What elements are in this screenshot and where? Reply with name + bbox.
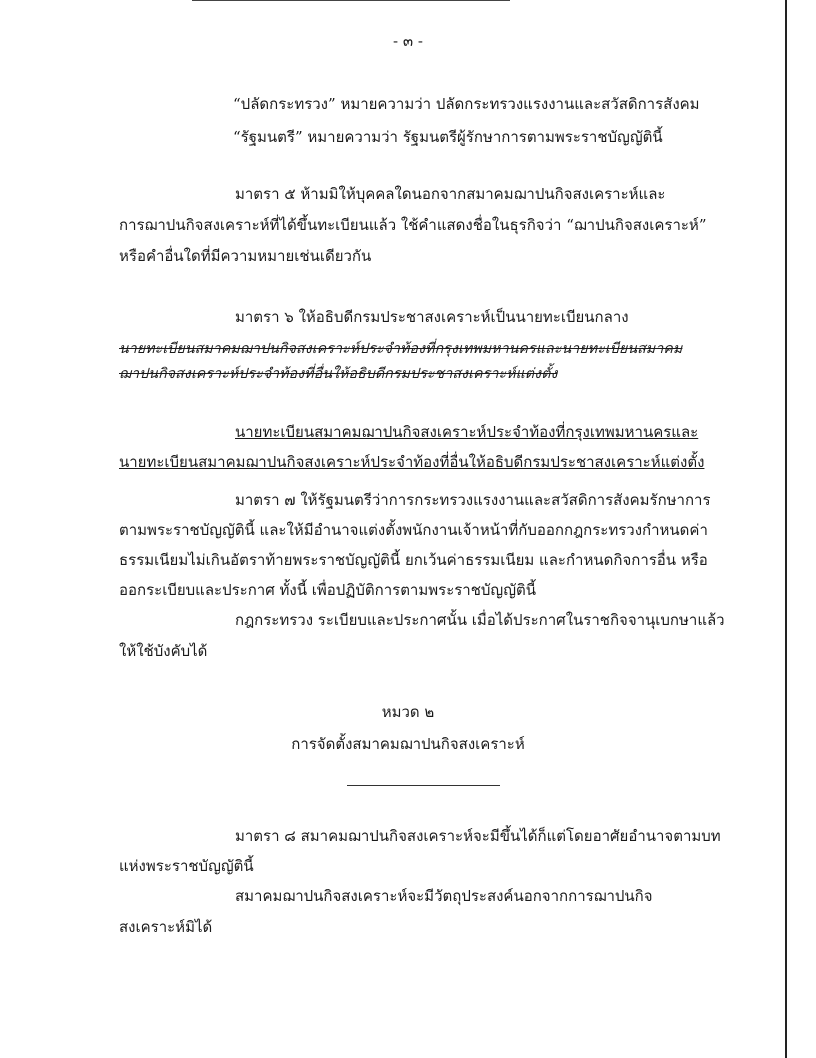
section7-line5: กฎกระทรวง ระเบียบและประกาศนั้น เมื่อได้ประกาศในราชกิจจานุเบกษาแล้ว [235,611,725,629]
section8-line2: แห่งพระราชบัญญัตินี้ [119,857,254,875]
section6-amended-line2: นายทะเบียนสมาคมฌาปนกิจสงเคราะห์ประจำท้องที่อื่นให้อธิบดีกรมประชาสงเคราะห์แต่งตั้ง [119,453,705,471]
definition-minister: “รัฐมนตรี” หมายความว่า รัฐมนตรีผู้รักษาการตามพระราชบัญญัตินี้ [233,128,663,146]
chapter-title: การจัดตั้งสมาคมฌาปนกิจสงเคราะห์ [291,735,525,753]
chapter-separator [347,785,500,786]
page-number: - ๓ - [393,32,423,50]
section8-line1: มาตรา ๘ สมาคมฌาปนกิจสงเคราะห์จะมีขึ้นได้ก็แต่โดยอาศัยอำนาจตามบท [235,827,721,845]
section5-line1: มาตรา ๕ ห้ามมิให้บุคคลใดนอกจากสมาคมฌาปนกิจสงเคราะห์และ [235,185,666,203]
section7-line6: ให้ใช้บังคับได้ [119,642,208,660]
chapter-number: หมวด ๒ [381,703,435,721]
top-rule [192,0,510,1]
section6-struck-line1: นายทะเบียนสมาคมฌาปนกิจสงเคราะห์ประจำท้องที่กรุงเทพมหานครและนายทะเบียนสมาคม [119,341,683,357]
section6-line1: มาตรา ๖ ให้อธิบดีกรมประชาสงเคราะห์เป็นนายทะเบียนกลาง [235,308,629,326]
section8-line3: สมาคมฌาปนกิจสงเคราะห์จะมีวัตถุประสงค์นอกจากการฌาปนกิจ [235,887,653,905]
section5-line3: หรือคำอื่นใดที่มีความหมายเช่นเดียวกัน [119,247,372,265]
section6-amended-line1: นายทะเบียนสมาคมฌาปนกิจสงเคราะห์ประจำท้องที่กรุงเทพมหานครและ [235,423,699,441]
definition-permanent-secretary: “ปลัดกระทรวง” หมายความว่า ปลัดกระทรวงแรงงานและสวัสดิการสังคม [233,95,700,113]
section7-line1: มาตรา ๗ ให้รัฐมนตรีว่าการกระทรวงแรงงานและสวัสดิการสังคมรักษาการ [235,491,711,509]
section6-struck-line2: ฌาปนกิจสงเคราะห์ประจำท้องที่อื่นให้อธิบดีกรมประชาสงเคราะห์แต่งตั้ง [119,366,558,382]
section7-line4: ออกระเบียบและประกาศ ทั้งนี้ เพื่อปฏิบัติการตามพระราชบัญญัตินี้ [119,581,536,599]
section7-line3: ธรรมเนียมไม่เกินอัตราท้ายพระราชบัญญัตินี้ ยกเว้นค่าธรรมเนียม และกำหนดกิจการอื่น หรือ [119,551,708,569]
section5-line2: การฌาปนกิจสงเคราะห์ที่ได้ขึ้นทะเบียนแล้ว ใช้คำแสดงชื่อในธุรกิจว่า “ฌาปนกิจสงเคราะห์” [119,216,707,234]
section7-line2: ตามพระราชบัญญัตินี้ และให้มีอำนาจแต่งตั้งพนักงานเจ้าหน้าที่กับออกกฎกระทรวงกำหนดค่า [119,521,708,539]
section8-line4: สงเคราะห์มิได้ [119,918,213,936]
right-edge-line [785,0,787,1058]
